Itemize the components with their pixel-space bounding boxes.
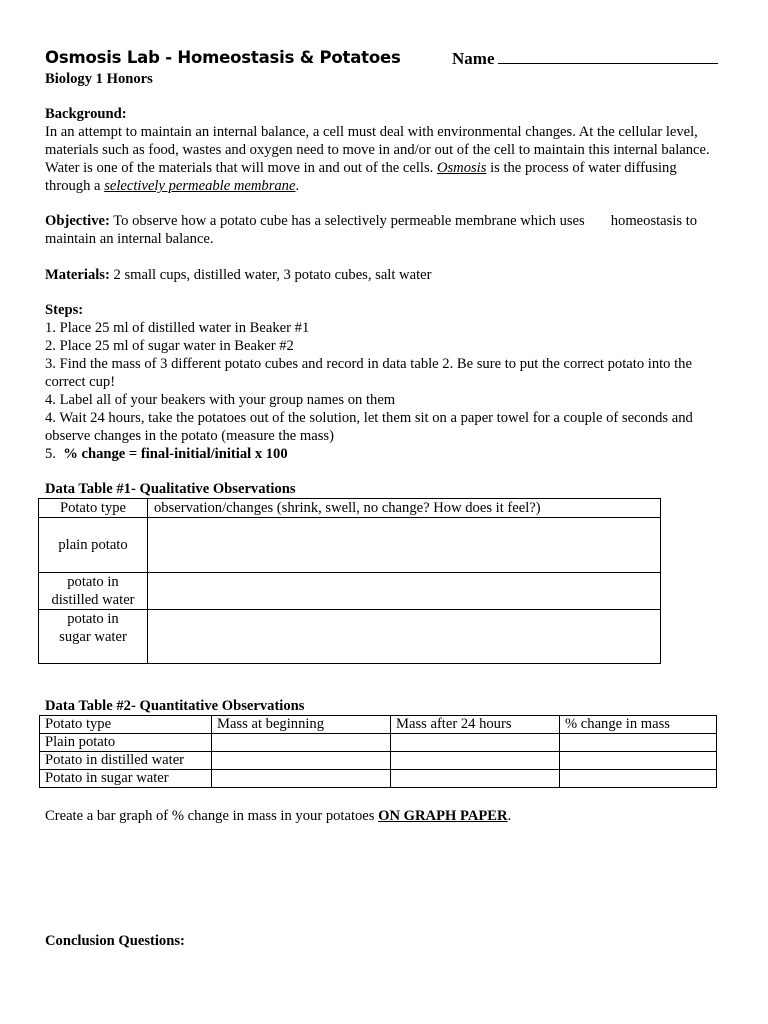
observation-cell[interactable] [148,518,661,573]
percent-change-cell[interactable] [560,770,717,788]
name-blank-line[interactable] [498,49,718,64]
background-text-middle: is the process of water diffusing through a [45,160,677,194]
background-text: In an attempt to maintain an internal balance, a cell must deal with environmental changes. At the cellular level, materials such as food, wastes and oxygen need to move in and/or out of the cell to maintain this internal balance. Water is one of the materials that will move in and out of the cells. [45,124,710,176]
materials-heading: Materials: [45,267,110,283]
table2-header-cell: Potato type [40,716,212,734]
table2-row-label: Potato in sugar water [40,770,212,788]
step5-number: 5. [45,446,56,462]
worksheet-title: Osmosis Lab - Homeostasis & Potatoes [45,48,401,67]
graph-instruction [45,807,725,825]
table2-row-label: Potato in distilled water [40,752,212,770]
objective-text-continued: homeostasis to maintain an internal balance. [45,213,698,247]
table2-row-label: Plain potato [40,734,212,752]
steps-heading: Steps: [45,302,84,318]
table1-row-label [39,573,148,610]
name-field[interactable] [452,49,718,69]
mass-after-cell[interactable] [391,734,560,752]
table-row [39,573,661,610]
background-section [45,105,725,195]
step-item: 4. Wait 24 hours, take the potatoes out of the solution, let them sit on a paper towel for a couple of seconds and observe changes in the potato (measure the mass) [45,410,693,444]
table1-row-label [39,610,148,664]
table2-header-cell: % change in mass [560,716,717,734]
table-row [39,610,661,664]
table2-caption-text: Data Table #2- Quantitative Observations [45,698,305,714]
background-paragraph [45,123,725,195]
percent-change-cell[interactable] [560,734,717,752]
row-label-line: sugar water [59,629,127,645]
mass-after-cell[interactable] [391,770,560,788]
objective-section [45,212,725,248]
percent-change-formula: % change = final-initial/initial x 100 [63,446,288,462]
row-label-line: plain potato [58,537,128,553]
row-label-line: distilled water [51,592,135,608]
observation-cell[interactable] [148,610,661,664]
table2-caption [45,698,304,715]
table-row [40,752,717,770]
quantitative-table [39,715,717,788]
background-heading: Background: [45,106,127,122]
table1-caption-text: Data Table #1- Qualitative Observations [45,481,296,497]
graph-instruction-period: . [507,808,512,824]
table1-row-label [39,518,148,573]
background-period: . [295,178,300,194]
osmosis-term: Osmosis [436,160,487,176]
objective-text: To observe how a potato cube has a selectively permeable membrane which uses [113,213,585,229]
table-row [39,518,661,573]
step-item-formula [45,445,725,463]
table1-caption [45,481,296,498]
table-row [40,770,717,788]
membrane-term: selectively permeable membrane [104,178,296,194]
row-label-line: potato in [67,611,119,627]
objective-heading: Objective: [45,213,110,229]
step-item: 2. Place 25 ml of sugar water in Beaker #2 [45,338,294,354]
table2-header-cell: Mass at beginning [212,716,391,734]
conclusion-section [45,932,725,950]
step-item: 1. Place 25 ml of distilled water in Beaker #1 [45,320,310,336]
mass-beginning-cell[interactable] [212,734,391,752]
table1-header-cell: observation/changes (shrink, swell, no change? How does it feel?) [148,499,661,518]
mass-beginning-cell[interactable] [212,770,391,788]
conclusion-heading: Conclusion Questions: [45,933,185,949]
materials-section [45,266,725,284]
step-item: 4. Label all of your beakers with your group names on them [45,392,396,408]
row-label-line: potato in [67,574,119,590]
graph-paper-emphasis: ON GRAPH PAPER [378,808,508,824]
observation-cell[interactable] [148,573,661,610]
step-item: 3. Find the mass of 3 different potato cubes and record in data table 2. Be sure to put the correct potato into the correct cup! [45,356,692,390]
percent-change-cell[interactable] [560,752,717,770]
course-subtitle: Biology 1 Honors [45,71,153,87]
graph-instruction-text: Create a bar graph of % change in mass in your potatoes [45,808,375,824]
table2-header-cell: Mass after 24 hours [391,716,560,734]
mass-beginning-cell[interactable] [212,752,391,770]
qualitative-table [38,498,661,664]
materials-text: 2 small cups, distilled water, 3 potato cubes, salt water [113,267,432,283]
steps-section [45,301,725,463]
name-label: Name [452,49,495,68]
table1-header-cell: Potato type [39,499,148,518]
table-row [40,734,717,752]
mass-after-cell[interactable] [391,752,560,770]
